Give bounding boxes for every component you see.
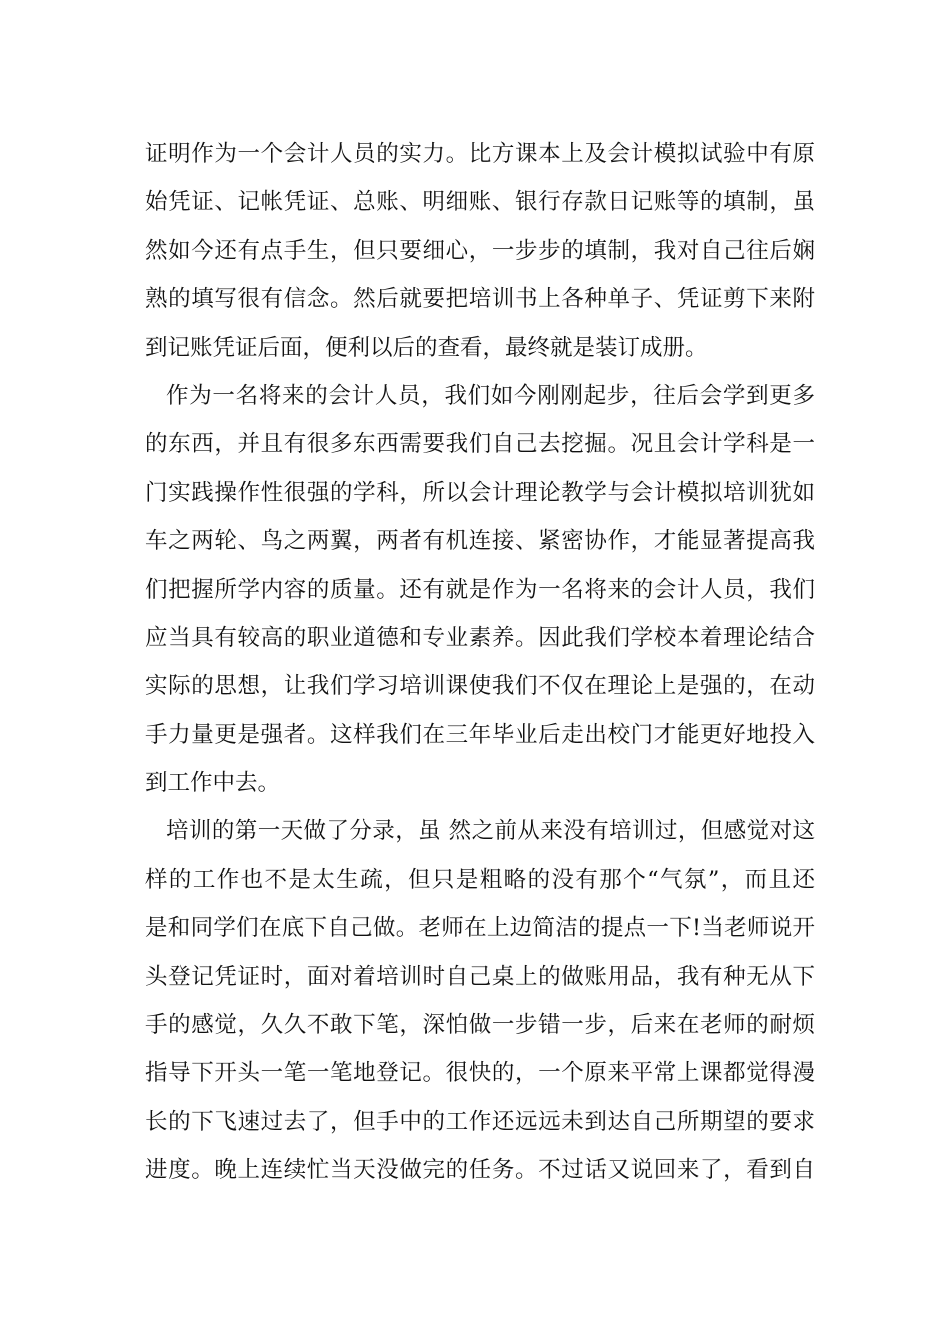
text-line: 到记账凭证后面，便利以后的查看，最终就是装订成册。: [145, 334, 708, 361]
text-line: 到工作中去。: [145, 770, 281, 797]
text-line: 长的下飞速过去了，但手中的工作还远远未到达自己所期望的要求: [145, 1108, 815, 1135]
text-line: 们把握所学内容的质量。还有就是作为一名将来的会计人员，我们: [145, 576, 815, 603]
paragraph-first-line: 培训的第一天做了分录，虽 然之前从来没有培训过，但感觉对这: [166, 818, 815, 845]
paragraph-first-line: 作为一名将来的会计人员，我们如今刚刚起步，往后会学到更多: [166, 382, 815, 409]
text-line: 手的感觉，久久不敢下笔，深怕做一步错一步，后来在老师的耐烦: [145, 1012, 815, 1039]
text-line: 指导下开头一笔一笔地登记。很快的，一个原来平常上课都觉得漫: [145, 1060, 815, 1087]
body-text: [145, 130, 815, 1195]
text-line: 证明作为一个会计人员的实力。比方课本上及会计模拟试验中有原: [145, 141, 815, 167]
text-line: 手力量更是强者。这样我们在三年毕业后走出校门才能更好地投入: [145, 721, 815, 748]
text-line: 门实践操作性很强的学科，所以会计理论教学与会计模拟培训犹如: [145, 479, 815, 506]
text-line: 样的工作也不是太生疏，但只是粗略的没有那个“气氛”，而且还: [145, 866, 815, 893]
text-line: 的东西，并且有很多东西需要我们自己去挖掘。况且会计学科是一: [145, 431, 815, 458]
text-line: 头登记凭证时，面对着培训时自己桌上的做账用品，我有种无从下: [145, 963, 815, 990]
text-line: 始凭证、记帐凭证、总账、明细账、银行存款日记账等的填制，虽: [145, 189, 815, 216]
text-line: 然如今还有点手生，但只要细心，一步步的填制，我对自己往后娴: [145, 237, 815, 264]
text-line: 是和同学们在底下自己做。老师在上边简洁的提点一下!当老师说开: [145, 915, 815, 942]
text-line: 应当具有较高的职业道德和专业素养。因此我们学校本着理论结合: [145, 624, 815, 651]
text-line: 熟的填写很有信念。然后就要把培训书上各种单子、凭证剪下来附: [145, 286, 815, 313]
text-line: 进度。晚上连续忙当天没做完的任务。不过话又说回来了，看到自: [145, 1157, 815, 1184]
text-line: 实际的思想，让我们学习培训课使我们不仅在理论上是强的，在动: [145, 673, 815, 700]
text-line: 车之两轮、鸟之两翼，两者有机连接、紧密协作，才能显著提高我: [145, 528, 815, 555]
